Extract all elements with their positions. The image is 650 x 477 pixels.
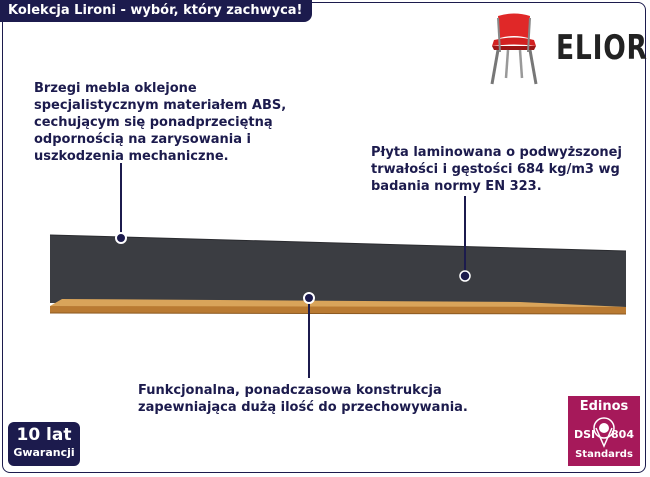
warranty-years: 10 lat	[16, 425, 72, 445]
certificate-label: Standards	[575, 449, 633, 460]
marker-board	[460, 271, 470, 281]
marker-edges	[116, 233, 126, 243]
certificate-emblem	[568, 416, 640, 448]
brand-name: ELIOR	[556, 28, 648, 68]
annotation-board: Płyta laminowana o podwyższonej trwałości i gęstości 684 kg/m3 wg badania normy EN 323.	[371, 145, 622, 194]
marker-construction	[304, 293, 314, 303]
annotation-edges: Brzegi mebla oklejone specjalistycznym materiałem ABS, cechującym się ponadprzeciętną odpornością na zarysowania i uszkodzenia mechaniczne.	[34, 81, 287, 164]
certificate-number: 804	[611, 428, 634, 441]
page-title: Kolekcja Lironi - wybór, który zachwyca!	[0, 0, 312, 22]
warranty-badge	[8, 422, 80, 466]
certificate-left: DSI	[574, 428, 596, 441]
shelf-back-panel	[50, 235, 626, 307]
certificate-badge	[568, 396, 640, 466]
certificate-brand: Edinos	[579, 399, 629, 414]
annotation-construction: Funkcjonalna, ponadczasowa konstrukcja zapewniająca dużą ilość do przechowywania.	[138, 383, 468, 415]
warranty-label: Gwarancji	[13, 446, 75, 459]
